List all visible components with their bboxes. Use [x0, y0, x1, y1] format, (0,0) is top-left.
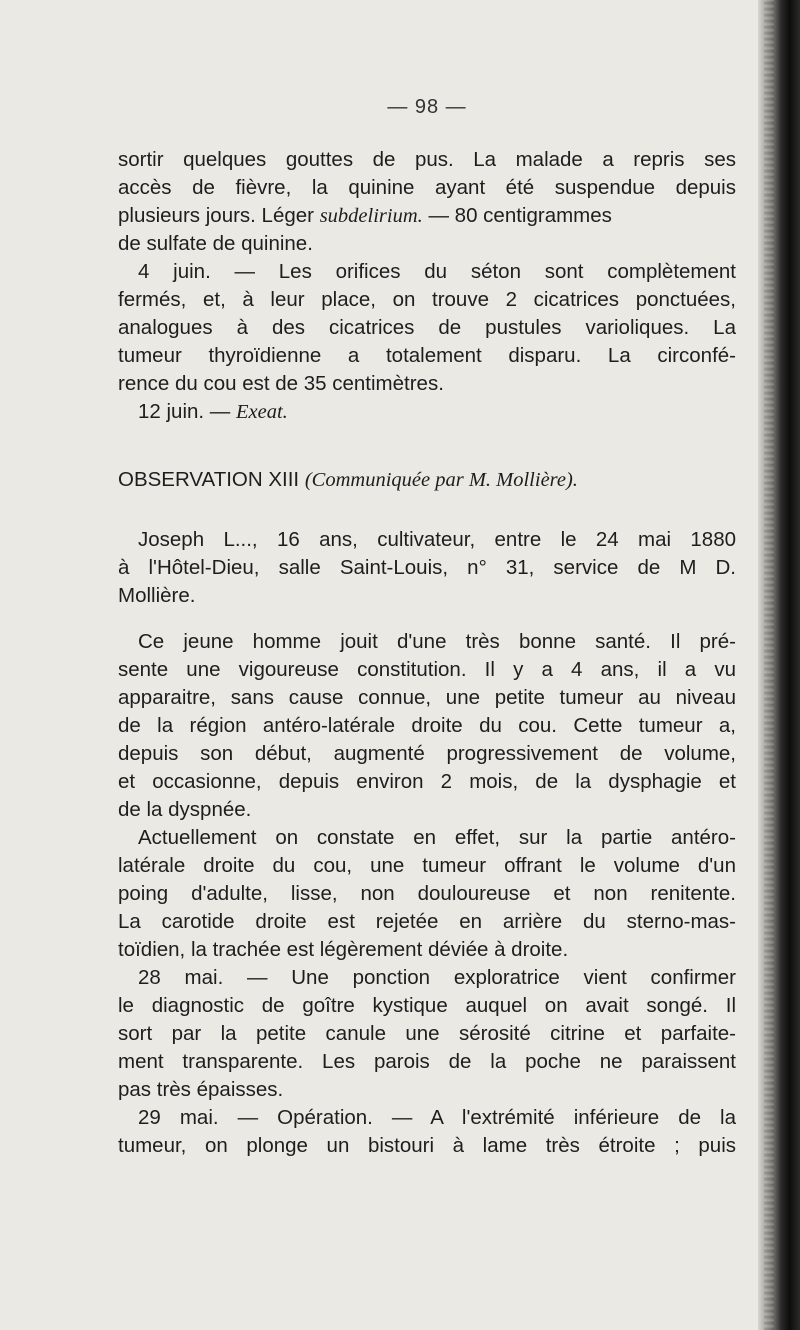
text-line: ment transparente. Les parois de la poche ne paraissent	[118, 1050, 736, 1073]
text-line: et occasionne, depuis environ 2 mois, de la dysphagie et	[118, 770, 736, 793]
text-line: sortir quelques gouttes de pus. La malade a repris ses	[118, 148, 736, 171]
italic-term: Exeat.	[236, 401, 288, 423]
text-line: 29 mai. — Opération. — A l'extrémité inférieure de la	[138, 1106, 736, 1129]
text-line: depuis son début, augmenté progressivement de volume,	[118, 742, 736, 765]
text-line: accès de fièvre, la quinine ayant été suspendue depuis	[118, 176, 736, 199]
text-span: 12 juin. —	[138, 400, 231, 423]
text-line: pas très épaisses.	[118, 1078, 284, 1101]
text-line: latérale droite du cou, une tumeur offrant le volume d'un	[118, 854, 736, 877]
text-line: 4 juin. — Les orifices du séton sont complètement	[138, 260, 736, 283]
text-line	[118, 398, 736, 426]
text-line: le diagnostic de goître kystique auquel on avait songé. Il	[118, 994, 736, 1017]
text-line: Mollière.	[118, 584, 196, 607]
text-line: à l'Hôtel-Dieu, salle Saint-Louis, n° 31, service de M D.	[118, 556, 736, 579]
text-line: rence du cou est de 35 centimètres.	[118, 372, 444, 395]
text-line: sort par la petite canule une sérosité citrine et parfaite-	[118, 1022, 736, 1045]
italic-term: subdelirium.	[319, 205, 423, 227]
text-line: analogues à des cicatrices de pustules varioliques. La	[118, 316, 736, 339]
text-line: Ce jeune homme jouit d'une très bonne santé. Il pré-	[138, 630, 736, 653]
book-binding-edge	[758, 0, 800, 1330]
text-line: poing d'adulte, lisse, non douloureuse et non renitente.	[118, 882, 736, 905]
text-line: Actuellement on constate en effet, sur la partie antéro-	[138, 826, 736, 849]
text-line	[118, 202, 736, 230]
observation-heading	[118, 466, 736, 494]
text-line: de sulfate de quinine.	[118, 232, 313, 255]
text-line: tumeur thyroïdienne a totalement disparu. La circonfé-	[118, 344, 736, 367]
text-line: Joseph L..., 16 ans, cultivateur, entre le 24 mai 1880	[138, 528, 736, 551]
text-line: de la dyspnée.	[118, 798, 252, 821]
text-line: sente une vigoureuse constitution. Il y a 4 ans, il a vu	[118, 658, 736, 681]
heading-label: OBSERVATION XIII	[118, 468, 300, 491]
page-number-header: — 98 —	[387, 96, 467, 118]
text-span: plusieurs jours. Léger	[118, 204, 314, 227]
text-line: tumeur, on plonge un bistouri à lame très étroite ; puis	[118, 1134, 736, 1157]
heading-attribution: (Communiquée par M. Mollière).	[304, 469, 578, 491]
text-line: fermés, et, à leur place, on trouve 2 cicatrices ponctuées,	[118, 288, 736, 311]
text-line: de la région antéro-latérale droite du cou. Cette tumeur a,	[118, 714, 736, 737]
text-line: La carotide droite est rejetée en arrière du sterno-mas-	[118, 910, 736, 933]
text-line: toïdien, la trachée est légèrement déviée à droite.	[118, 938, 569, 961]
text-line: 28 mai. — Une ponction exploratrice vient confirmer	[138, 966, 736, 989]
text-span: — 80 centigrammes	[428, 204, 612, 227]
text-line: apparaitre, sans cause connue, une petite tumeur au niveau	[118, 686, 736, 709]
